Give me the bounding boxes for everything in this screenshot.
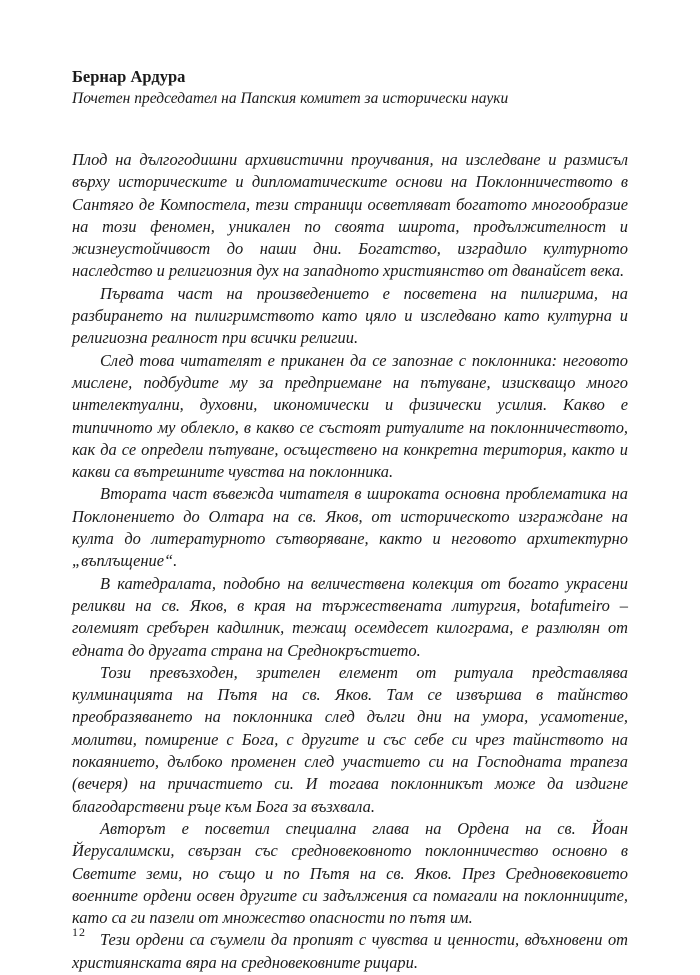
foreign-term: botafumeiro [530, 595, 610, 615]
body-text [72, 149, 628, 974]
paragraph-text: – големият сребърен кадилник, тежащ осемдесет килограма, е разлюлян от едната до другата страна на Среднокръстието. [72, 595, 628, 660]
author-role: Почетен председател на Папския комитет за исторически науки [72, 90, 509, 107]
paragraph: Този превъзходен, зрителен елемент от ритуала представлява кулминацията на Пътя на св. Яков. Там се извършва в тайнство преобразяването на поклонника след дълги дни на умора, усамотение, молитви, помирение с Бога, с другите и със себе си чрез тайнството на покаянието, дълбоко променен след участието си на Господната трапеза (вечеря) на причастието си. И тогава поклонникът може да издигне благодарствени ръце към Бога за възхвала. [72, 662, 628, 816]
paragraph: Тези ордени са съумели да пропият с чувства и ценности, вдъхновени от християнската вяра на средновековните рицари. [72, 930, 628, 972]
paragraph [72, 573, 628, 662]
paragraph: След това читателят е приканен да се запознае с поклонника: неговото мислене, подбудите му за предприемане на пътуване, изискващо много интелектуални, духовни, икономически и физически усилия. Какво е типичното му облекло, в какво се състоят ритуалите на поклонничеството, как да се определи пътуване, осъществено на конкретна територия, както и какви са вътрешните чувства на поклонника. [72, 350, 628, 482]
paragraph: Плод на дългогодишни архивистични проучвания, на изследване и размисъл върху историческите и дипломатическите основи на Поклонничеството в Сантяго де Компостела, тези страници осветляват богатото многообразие на този феномен, уникален по своята широта, продължителност и жизнеустойчивост до наши дни. Богатство, изградило културното наследство и религиозния дух на западното християнство от дванайсет века. [72, 150, 628, 281]
author-name: Бернар Ардура [72, 67, 186, 86]
paragraph-text: В катедралата, подобно на величествена колекция от богато украсени реликви на св. Яков, в края на тържествената литургия, [72, 573, 628, 615]
paragraph: Първата част на произведението е посветена на пилигрима, на разбирането на пилигримството като цяло и изследвано като културна и религиозна реалност при всички религии. [72, 283, 628, 348]
page-number: 12 [72, 925, 86, 939]
paragraph: Авторът е посветил специална глава на Ордена на св. Йоан Йерусалимски, свързан със средновековното поклонничество основно в Светите земи, но също и по Пътя на св. Яков. През Средновековието военните ордени освен другите си задължения са помагали на поклонниците, като са ги пазели от множество опасности по пътя им. [72, 818, 628, 928]
paragraph: Втората част въвежда читателя в широката основна проблематика на Поклонението до Олтара на св. Яков, от историческото изграждане на култа до литературното сътворяване, както и неговото архитектурно „въплъщение“. [72, 484, 628, 571]
